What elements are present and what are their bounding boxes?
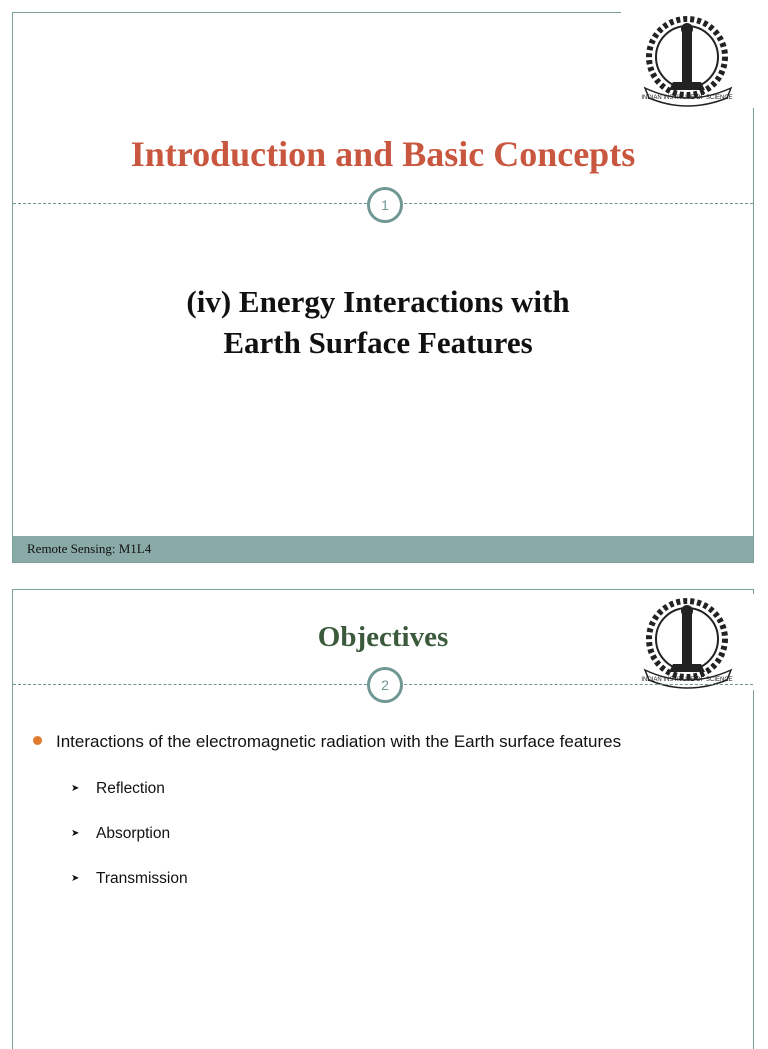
- svg-text:INDIAN INSTITUTE OF SCIENCE: INDIAN INSTITUTE OF SCIENCE: [641, 95, 733, 101]
- arrowhead-icon: ➤: [71, 783, 80, 794]
- subtitle-line: (iv) Energy Interactions with: [186, 284, 570, 319]
- svg-text:INDIAN INSTITUTE OF SCIENCE: INDIAN INSTITUTE OF SCIENCE: [641, 677, 733, 683]
- slide-footer: Remote Sensing: M1L4: [13, 536, 753, 562]
- list-item: [71, 870, 188, 915]
- arrowhead-icon: ➤: [71, 873, 80, 884]
- list-item-label: Absorption: [96, 825, 171, 842]
- list-item: [71, 780, 188, 825]
- slide-1: [12, 12, 754, 563]
- slide-title: Objectives: [317, 621, 449, 653]
- bullet-item: [33, 732, 621, 752]
- bullet-text: Interactions of the electromagnetic radiation with the Earth surface features: [56, 732, 622, 751]
- slide-title: Introduction and Basic Concepts: [130, 134, 636, 174]
- list-item-label: Reflection: [96, 780, 165, 797]
- arrowhead-icon: ➤: [71, 828, 80, 839]
- slide-number-badge: 1: [367, 187, 403, 223]
- slide-2: [12, 589, 754, 1049]
- list-item-label: Transmission: [96, 870, 188, 887]
- subtitle-line: Earth Surface Features: [223, 325, 533, 360]
- slide-number-badge: 2: [367, 667, 403, 703]
- iisc-emblem-icon: [621, 12, 755, 108]
- bullet-dot-icon: [33, 736, 42, 745]
- list-item: [71, 825, 188, 870]
- slide-subtitle: [13, 281, 743, 363]
- sub-bullet-list: [71, 780, 188, 915]
